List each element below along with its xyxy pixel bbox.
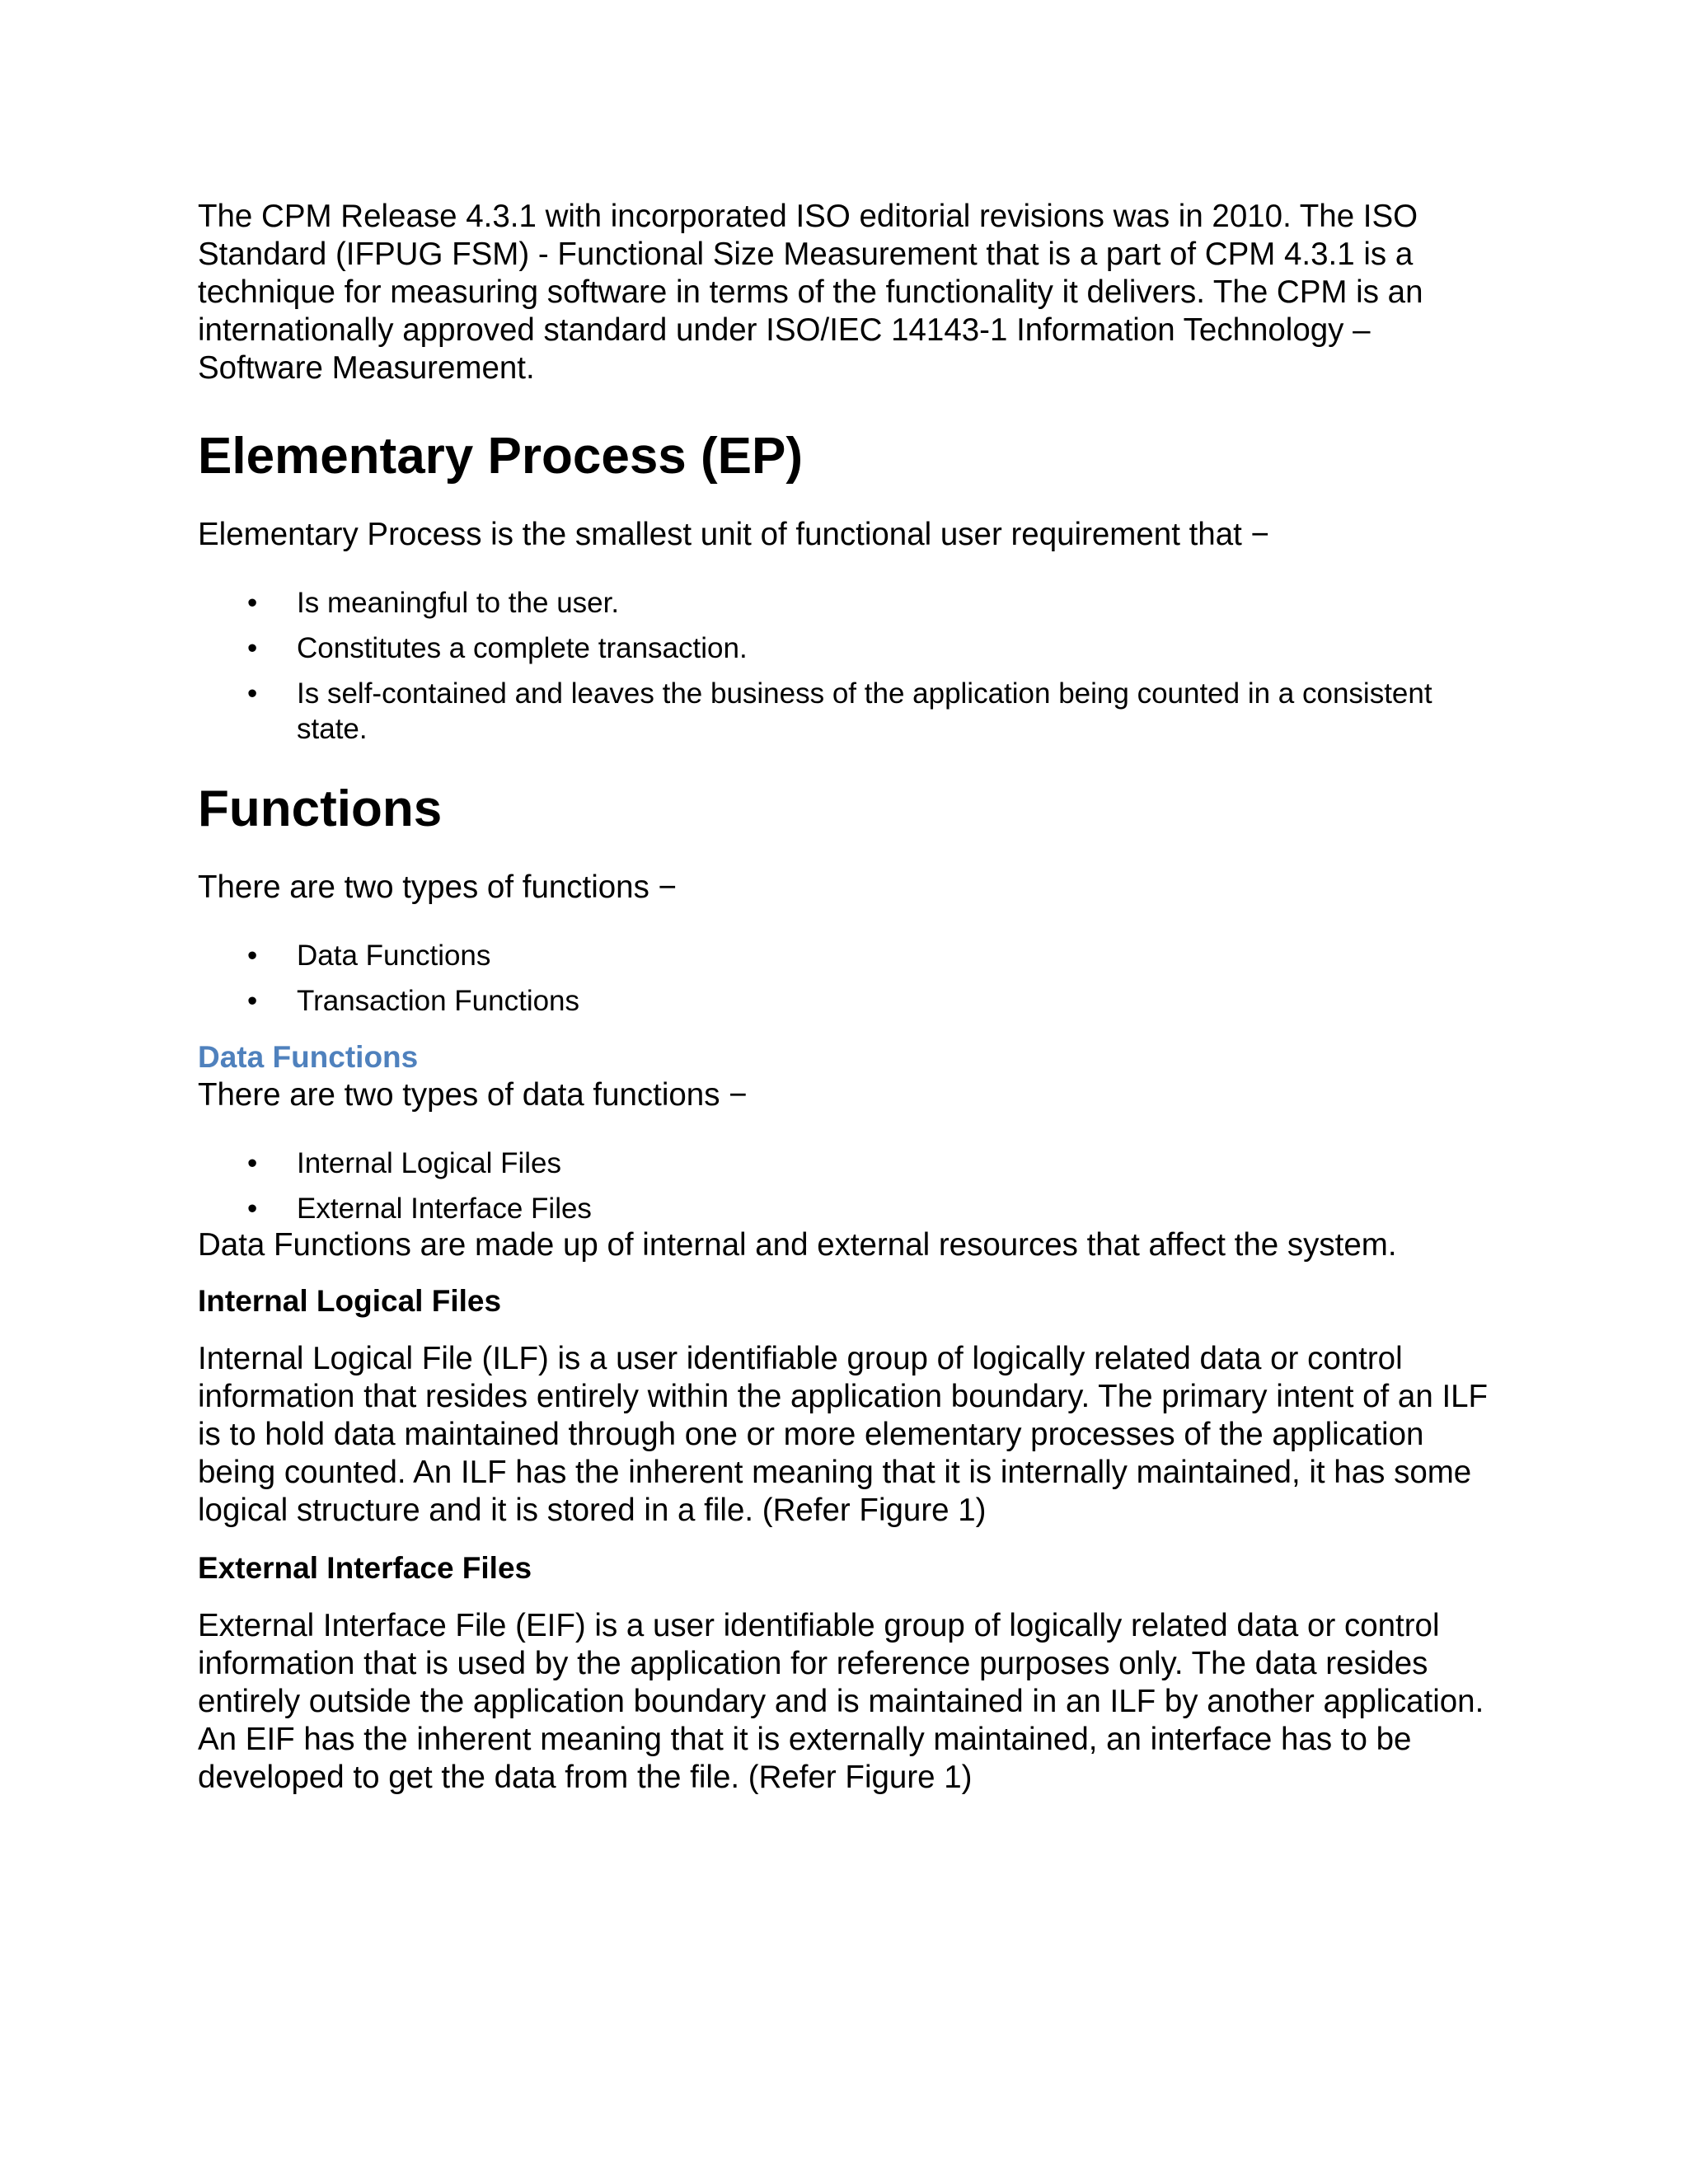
bullet-icon: • <box>247 985 258 1017</box>
list-item: • Constitutes a complete transaction. <box>247 632 748 664</box>
bullet-icon: • <box>247 632 258 664</box>
functions-heading: Functions <box>198 780 443 837</box>
data-functions-heading: Data Functions <box>198 1040 419 1074</box>
ep-heading: Elementary Process (EP) <box>198 428 804 485</box>
ep-lead: Elementary Process is the smallest unit of functional user requirement that − <box>198 517 1269 552</box>
intro-paragraph: The CPM Release 4.3.1 with incorporated ISO editorial revisions was in 2010. The ISO Standard (IFPUG FSM) - Functional Size Measurement that is a part of CPM 4.3.1 is a technique for measuring software in terms of the functionality it delivers. The CPM is an internationally approved standard under ISO/IEC 14143-1 Information Technology – Software Measurement. <box>198 199 1423 386</box>
bullet-icon: • <box>247 587 258 619</box>
bullet-icon: • <box>247 1147 258 1179</box>
bullet-icon: • <box>247 940 258 972</box>
bullet-icon: • <box>247 677 258 710</box>
list-item: • Is meaningful to the user. <box>247 587 620 619</box>
document-page <box>198 198 1500 1797</box>
list-item: • Data Functions <box>247 940 491 972</box>
list-item: • Transaction Functions <box>247 985 580 1017</box>
list-item: • Internal Logical Files <box>247 1147 561 1179</box>
list-item: • Is self-contained and leaves the business of the application being counted in a consistent state. <box>247 677 1432 745</box>
ep-bullet-list <box>198 585 1500 747</box>
ilf-paragraph: Internal Logical File (ILF) is a user identifiable group of logically related data or control information that resides entirely within the application boundary. The primary intent of an ILF is to hold data maintained through one or more elementary processes of the application being counted. An ILF has the inherent meaning that it is internally maintained, it has some logical structure and it is stored in a file. (Refer Figure 1) <box>198 1341 1489 1528</box>
bullet-icon: • <box>247 1193 258 1225</box>
data-functions-summary: Data Functions are made up of internal and external resources that affect the system. <box>198 1227 1397 1263</box>
ilf-heading: Internal Logical Files <box>198 1284 502 1318</box>
list-item: • External Interface Files <box>247 1193 592 1225</box>
functions-lead: There are two types of functions − <box>198 869 678 905</box>
functions-bullet-list <box>198 938 1500 1019</box>
data-functions-lead: There are two types of data functions − <box>198 1077 748 1113</box>
eif-heading: External Interface Files <box>198 1551 532 1585</box>
eif-paragraph: External Interface File (EIF) is a user identifiable group of logically related data or control information that is used by the application for reference purposes only. The data resides entirely outside the application boundary and is maintained in an ILF by another application. An EIF has the inherent meaning that it is externally maintained, an interface has to be developed to get the data from the file. (Refer Figure 1) <box>198 1608 1484 1795</box>
data-functions-bullet-list <box>198 1146 1500 1226</box>
